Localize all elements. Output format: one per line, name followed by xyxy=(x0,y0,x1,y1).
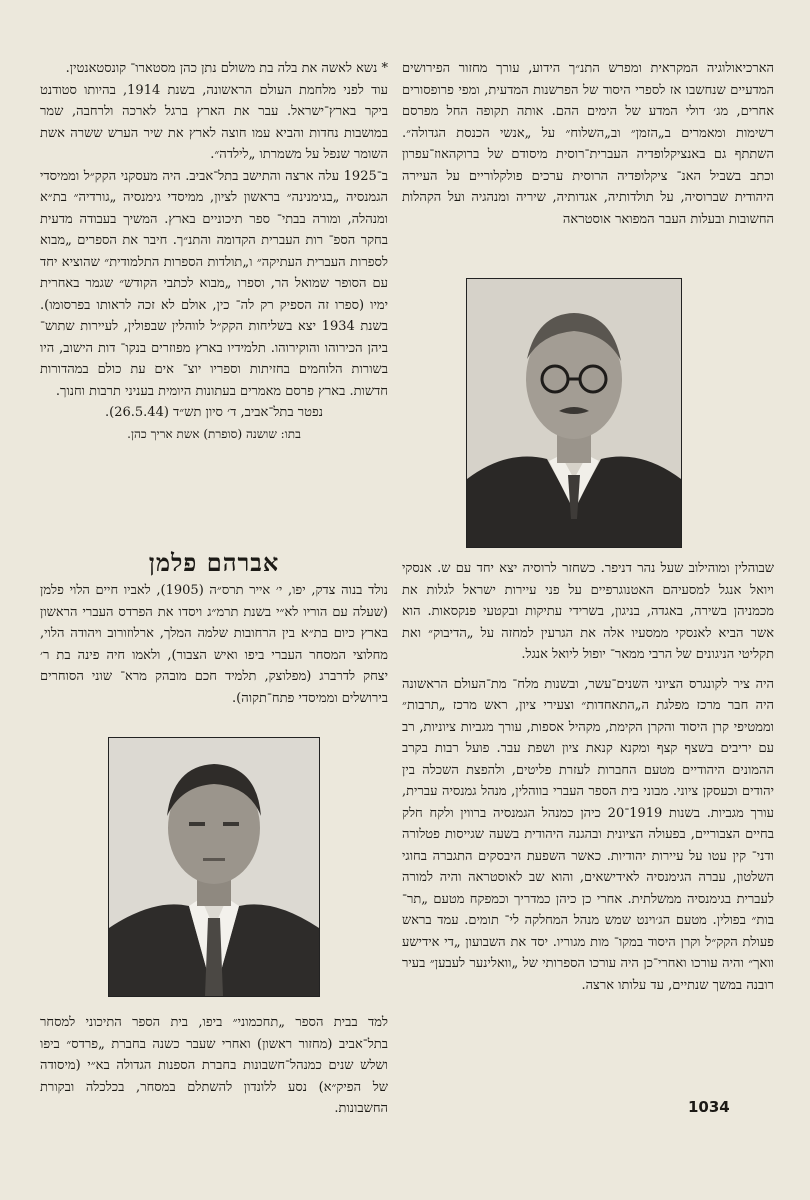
daughter-note: בתו: שושנה (סופרת) אשת אריך כהן. xyxy=(127,426,301,441)
portrait-photo-man-in-suit xyxy=(108,737,320,997)
left-column-entry xyxy=(40,580,388,709)
biography-aliyah-paragraph: ב־1925 עלה ארצה והתישב בתל־אביב. היה מעסקני הקק״ל וממיסדי הגמנסיה „בגימנינה״ בראשון לציון, ממיסדי גימנסיה „גורדיה״ בת״א ומנהלה, ומורה בבתי־ ספר תיכוניים בארץ. המשיך בעבודה מדעית בחקר הספ־ רות העברית הקדומה והתנ״ך. חיבר את הספרים „מבוא לספרות העברית העתיקה״ ו„תולדות הספרות התלמודית״ שהוציא יחד עם הסופר שמואל הר, וספרו „מבוא לכתבי הקודש״ שגמר באחרית ימיו (ספרו זה הספיק רק לה־ כין, אולם לא זכה לראותו בפרסומו). בשנת 1934 יצא בשליחות הקק״ל לווהלין שבפולין, לעיירות שתוש־ ביהן הכירוהו והוקירוהו. תלמידיו בארץ מפוזרים בנקו־ דות הישוב, היו בשורות הלוחמים בחזיתות וספריו יוצ־ אים עת כולם במהדורות חדשות. בארץ פרסם מאמרים בעתונות היומית בעניני תרבות וחנוך. xyxy=(40,168,388,399)
biography-zionist-activity-paragraph: היה ציר לקונגרס הציוני השנים־עשר, ובשנות מלח־ מת־העולם הראשונה היה חבר מרכז מפלגת ה„התאחדות״ וצעירי ציון, ראש מרכז „תרבות״ וממטיפי קרן היסוד והקרן הקימת, מקהיל אספות, עורך מגביות ציוניות, רב עם יריבים בשצף קצף ומקנא קנאת ציון ושפת עבר. פועל רבות בקרב ההמונים היהודיים מטעם החברות לעזרת פליטים, ולהפצת השכלה בין יהודים וכעסקן ציוני. מבוני בית הספר העברי בווהלין, מנהל גמנסיה עברית, עורך מגביות. בשנות 1919־20 כיהן כמנהל הגמנסיה ברווין ולקח חלק בחיים הצבוריים, בפעולה הציונית ובהגנה היהודית בשעה שגייסות פטלורה ודני־ קין עטו על עיירות יהודיות. כאשר השפעת היבסקים התגברה בחוגי השלטון, עברה הגימנסיה לאידישאים, והוא שב לאוסטראה והיה למורה לעברית בגימנסיה ממשלתית. אחרי כן כיהן כמדריך וכמפקח מטעם „תר־ בות״ בפולין. מטעם הג׳וינט שמש מנהל המחלקה לי־ תומים. עמד בראש פעולת הקק״ל וקרן היסוד במקו־ מות מגוריו. יסד את השבועון „די אידישע וואך״ והיה עורכו ואחרי־כן היה עורכו הספרותי של „וואלינער לעבען״ בעיר רובנה במשך שנתיים, עד עלותו ארצה. xyxy=(402,676,774,993)
entry-intro-paragraph: נולד בנוה צדק, יפו, י׳ אייר תרס״ה (1905), לאביו חיים הלוי פלמן (שעלה עם הוריו לא״י בשנת תרמ״ג ויסדו את הפרדס העברי הראשון בארץ כיום בת״א בין הרחובות שלמה המלך, ארלוזורוב ויהודה הלוי, מחלוצי המסחר העברי ביפו ואיש הצבור), ולאמו חיה פינה בת ר׳ יצחק לדרברג (מפלוצק, תלמיד חכם מובהק מרא־ שוני הסוחרים בירושלים וממיסדי פתח־תקוה). xyxy=(40,583,388,706)
footnote-marriage: * נשא לאשה את בלה בת משולם נתן כהן מסטארו־ קונסטאנטין. xyxy=(65,61,388,76)
biography-travel-paragraph: שבוהלין ומוהילוב שעל נהר דניפר. כשחזר לרוסיה יצא יחד עם ש. אנסקי ויואל אנגל למסעיהם האטנוגרפיים על פני עיירות ישראל לגלות את מכמניהן בשירה, באגדה, בניגון, בשרידי עתיקות ובקטעי פנקסאות. הוא אשר הביא לאנסקי ממסעיו אלה את הגרעין למחזה על „הדיבוק״ ואת תקליטי הניגונים של הרבי ממאר־ יופול ליואל אנגל. xyxy=(402,561,774,662)
right-column-bottom xyxy=(402,558,774,996)
left-column-bottom xyxy=(40,1012,388,1120)
biography-continued-paragraph: הארכיאולוגיה המקראית ומפרש התנ״ך הידוע, עורך מחזור הפירושים המדעיים שנחשבו אז לספרי היסוד של הפרשנות המדעית, ומפי פרופסורים אחרים, מג׳ דולי המדע של הימים ההם. אותה תקופה החל מפרסם רשימות ומאמרים ב„הזמן״ וב„השלוח״ על „אנשי הכנסת הגדולה״. השתתף גם באנציקלופדיה העברית־רוסית מיסודם של ברוקהאוז־עפרון וכתב בשביל האנ־ ציקלופדיה הרוסית ערכים פולקלוריים על העיירה היהודית שברוסיה, על תולדותיה, אגדותיה, שיריה ומנהגיה ועל הקהלות החשובות ובעלות העבר המפואר אוסטראה xyxy=(402,61,774,227)
death-note: נפטר בתל־אביב, ד׳ סיון תש״ד (26.5.44). xyxy=(105,405,323,420)
education-paragraph: למד בבית הספר „תחכמוני״ ביפו, בית הספר התיכוני למסחר בתל־אביב (מחזור ראשון) ואחרי שעבר כשנה בחברת „פרדס״ ביפו ושלש שנים כמנהל־חשבונות בחברת הספנות הגדולה בא״י (מיסודה של הפיק״א) נסע ללונדון להשתלם במסחר, בכלכלה ובקורת החשבונות. xyxy=(40,1015,388,1116)
page-number: 1034 xyxy=(688,1098,730,1116)
portrait-photo-elderly-man xyxy=(466,278,682,548)
right-column-top xyxy=(402,58,774,230)
biography-visit-paragraph: עוד לפני מלחמת העולם הראשונה, בשנת 1914, בהיותו סטודנט ביקר בארץ־ישראל. עבר את הארץ ברגל לארכה ולרחבה, שמר במושבות נחדות והביא עמו חוצה לארץ את שיר הערש ששרה אשת השומר שנפל על משמרתו „לילדה״. xyxy=(40,82,388,162)
left-column-top xyxy=(40,58,388,445)
entry-heading: אברהם פלמן xyxy=(148,548,280,577)
